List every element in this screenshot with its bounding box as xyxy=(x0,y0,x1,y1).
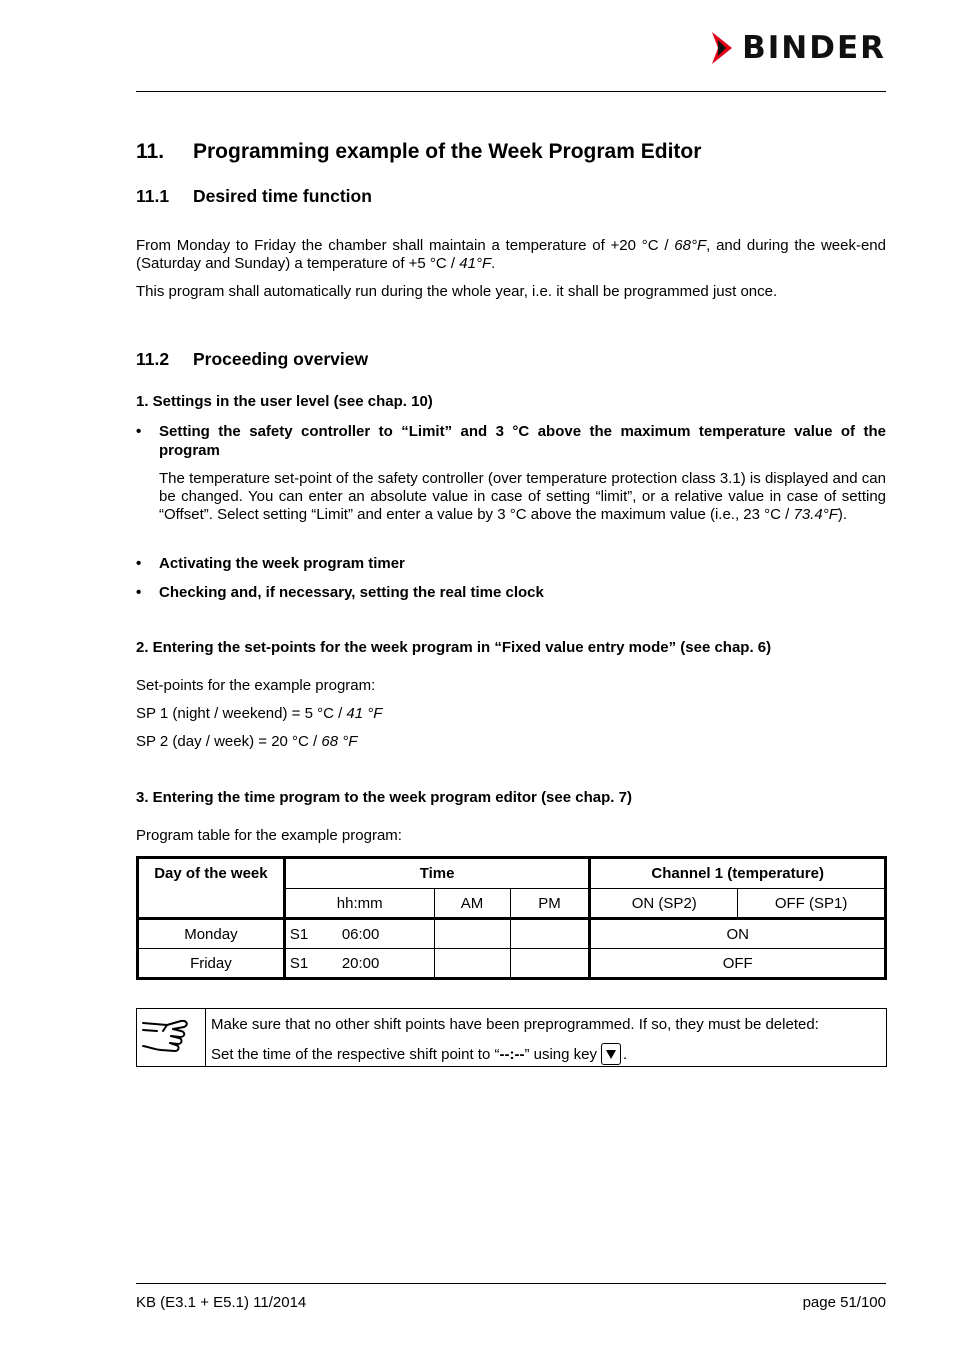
step-3-heading: 3. Entering the time program to the week program editor (see chap. 7) xyxy=(136,789,632,806)
binder-logo xyxy=(710,30,886,66)
setpoints-intro: Set-points for the example program: xyxy=(136,677,376,694)
footer-document-id: KB (E3.1 + E5.1) 11/2014 xyxy=(136,1294,307,1311)
chapter-heading xyxy=(136,140,701,164)
header-time: Time xyxy=(284,858,590,889)
text-run-italic: 68°F xyxy=(674,237,707,254)
cell-am xyxy=(434,919,510,949)
note-icon-cell xyxy=(137,1009,206,1066)
program-table xyxy=(136,856,887,980)
text-run: , and during the week-end (Saturday and Sunday) a temperature of +5 °C / xyxy=(136,237,886,272)
bullet-real-time-clock xyxy=(136,583,886,602)
brand-name: BINDER xyxy=(742,30,886,66)
cell-pm xyxy=(510,949,590,979)
text-run: ” using key xyxy=(524,1045,598,1063)
text-run: The temperature set-point of the safety controller (over temperature protection class 3.1) is displayed and can be changed. You can enter an absolute value in case of setting “limit”, or a relative value in case of setting “Offset”. Select setting “Limit” and enter a value by 3 °C above the maximum value (i.e., 23 °C / xyxy=(159,470,886,523)
text-run-italic: 41 °F xyxy=(346,705,383,722)
section-heading-11-2 xyxy=(136,349,368,370)
header-pm: PM xyxy=(510,889,590,919)
header-off: OFF (SP1) xyxy=(738,889,886,919)
step-1-heading: 1. Settings in the user level (see chap. 10) xyxy=(136,393,433,410)
table-header-row xyxy=(138,858,886,889)
chapter-number: 11. xyxy=(136,140,165,163)
table-row xyxy=(138,949,886,979)
text-run-italic: 68 °F xyxy=(321,733,358,750)
cell-day: Friday xyxy=(138,949,285,979)
header-am: AM xyxy=(434,889,510,919)
section-number: 11.2 xyxy=(136,349,170,369)
bullet-text: Activating the week program timer xyxy=(159,555,405,572)
cell-pm xyxy=(510,919,590,949)
text-run: . xyxy=(623,1045,628,1063)
cell-channel: OFF xyxy=(590,949,886,979)
note-box xyxy=(136,1008,887,1067)
cell-time-value: 06:00 xyxy=(341,925,380,943)
table-intro: Program table for the example program: xyxy=(136,827,402,844)
section-heading-11-1 xyxy=(136,186,372,207)
binder-chevron-icon xyxy=(710,30,734,66)
section-title: Desired time function xyxy=(193,186,372,206)
paragraph-run-year: This program shall automatically run during the whole year, i.e. it shall be programmed just once. xyxy=(136,283,778,300)
cell-time xyxy=(284,919,434,949)
cell-day: Monday xyxy=(138,919,285,949)
safety-controller-description xyxy=(159,470,886,524)
text-run: SP 2 (day / week) = 20 °C / xyxy=(136,733,322,750)
table-row xyxy=(138,919,886,949)
header-day: Day of the week xyxy=(138,858,285,919)
text-run: Set the time of the respective shift point to “ xyxy=(211,1045,500,1063)
setpoint-1 xyxy=(136,705,886,723)
text-run-italic: 41°F xyxy=(459,255,492,272)
step-2-heading: 2. Entering the set-points for the week program in “Fixed value entry mode” (see chap. 6) xyxy=(136,639,772,656)
text-run-italic: 73.4°F xyxy=(793,506,838,523)
text-run: SP 1 (night / weekend) = 5 °C / xyxy=(136,705,347,722)
section-number: 11.1 xyxy=(136,186,170,206)
cell-shift-point: S1 xyxy=(289,954,309,972)
text-run: From Monday to Friday the chamber shall maintain a temperature of +20 °C / xyxy=(136,237,675,254)
header-hhmm: hh:mm xyxy=(284,889,434,919)
section-title: Proceeding overview xyxy=(193,349,369,369)
note-line-1: Make sure that no other shift points have been preprogrammed. If so, they must be deleted: xyxy=(211,1016,819,1033)
down-arrow-key-icon xyxy=(601,1043,621,1065)
bullet-dot: • xyxy=(136,423,142,440)
bullet-safety-controller xyxy=(136,422,886,460)
bullet-dot: • xyxy=(136,555,142,572)
text-run-bold: --:-- xyxy=(499,1045,525,1063)
paragraph-time-function xyxy=(136,237,886,273)
footer-page-number: page 51/100 xyxy=(802,1294,886,1311)
text-run: ). xyxy=(837,506,848,523)
cell-shift-point: S1 xyxy=(289,925,309,943)
bullet-text: Setting the safety controller to “Limit” and 3 °C above the maximum temperature value of the program xyxy=(159,423,886,459)
bullet-week-timer xyxy=(136,554,886,573)
cell-time xyxy=(284,949,434,979)
cell-channel: ON xyxy=(590,919,886,949)
header-rule xyxy=(136,91,886,92)
bullet-text: Checking and, if necessary, setting the real time clock xyxy=(159,584,544,601)
cell-time-value: 20:00 xyxy=(341,954,380,972)
bullet-dot: • xyxy=(136,584,142,601)
cell-am xyxy=(434,949,510,979)
footer-rule xyxy=(136,1283,886,1284)
text-run: . xyxy=(491,255,496,272)
header-channel: Channel 1 (temperature) xyxy=(590,858,886,889)
note-line-2 xyxy=(211,1043,627,1065)
header-on: ON (SP2) xyxy=(590,889,738,919)
setpoint-2 xyxy=(136,733,886,751)
chapter-title: Programming example of the Week Program Editor xyxy=(193,140,702,163)
pointing-hand-icon xyxy=(137,1009,205,1066)
